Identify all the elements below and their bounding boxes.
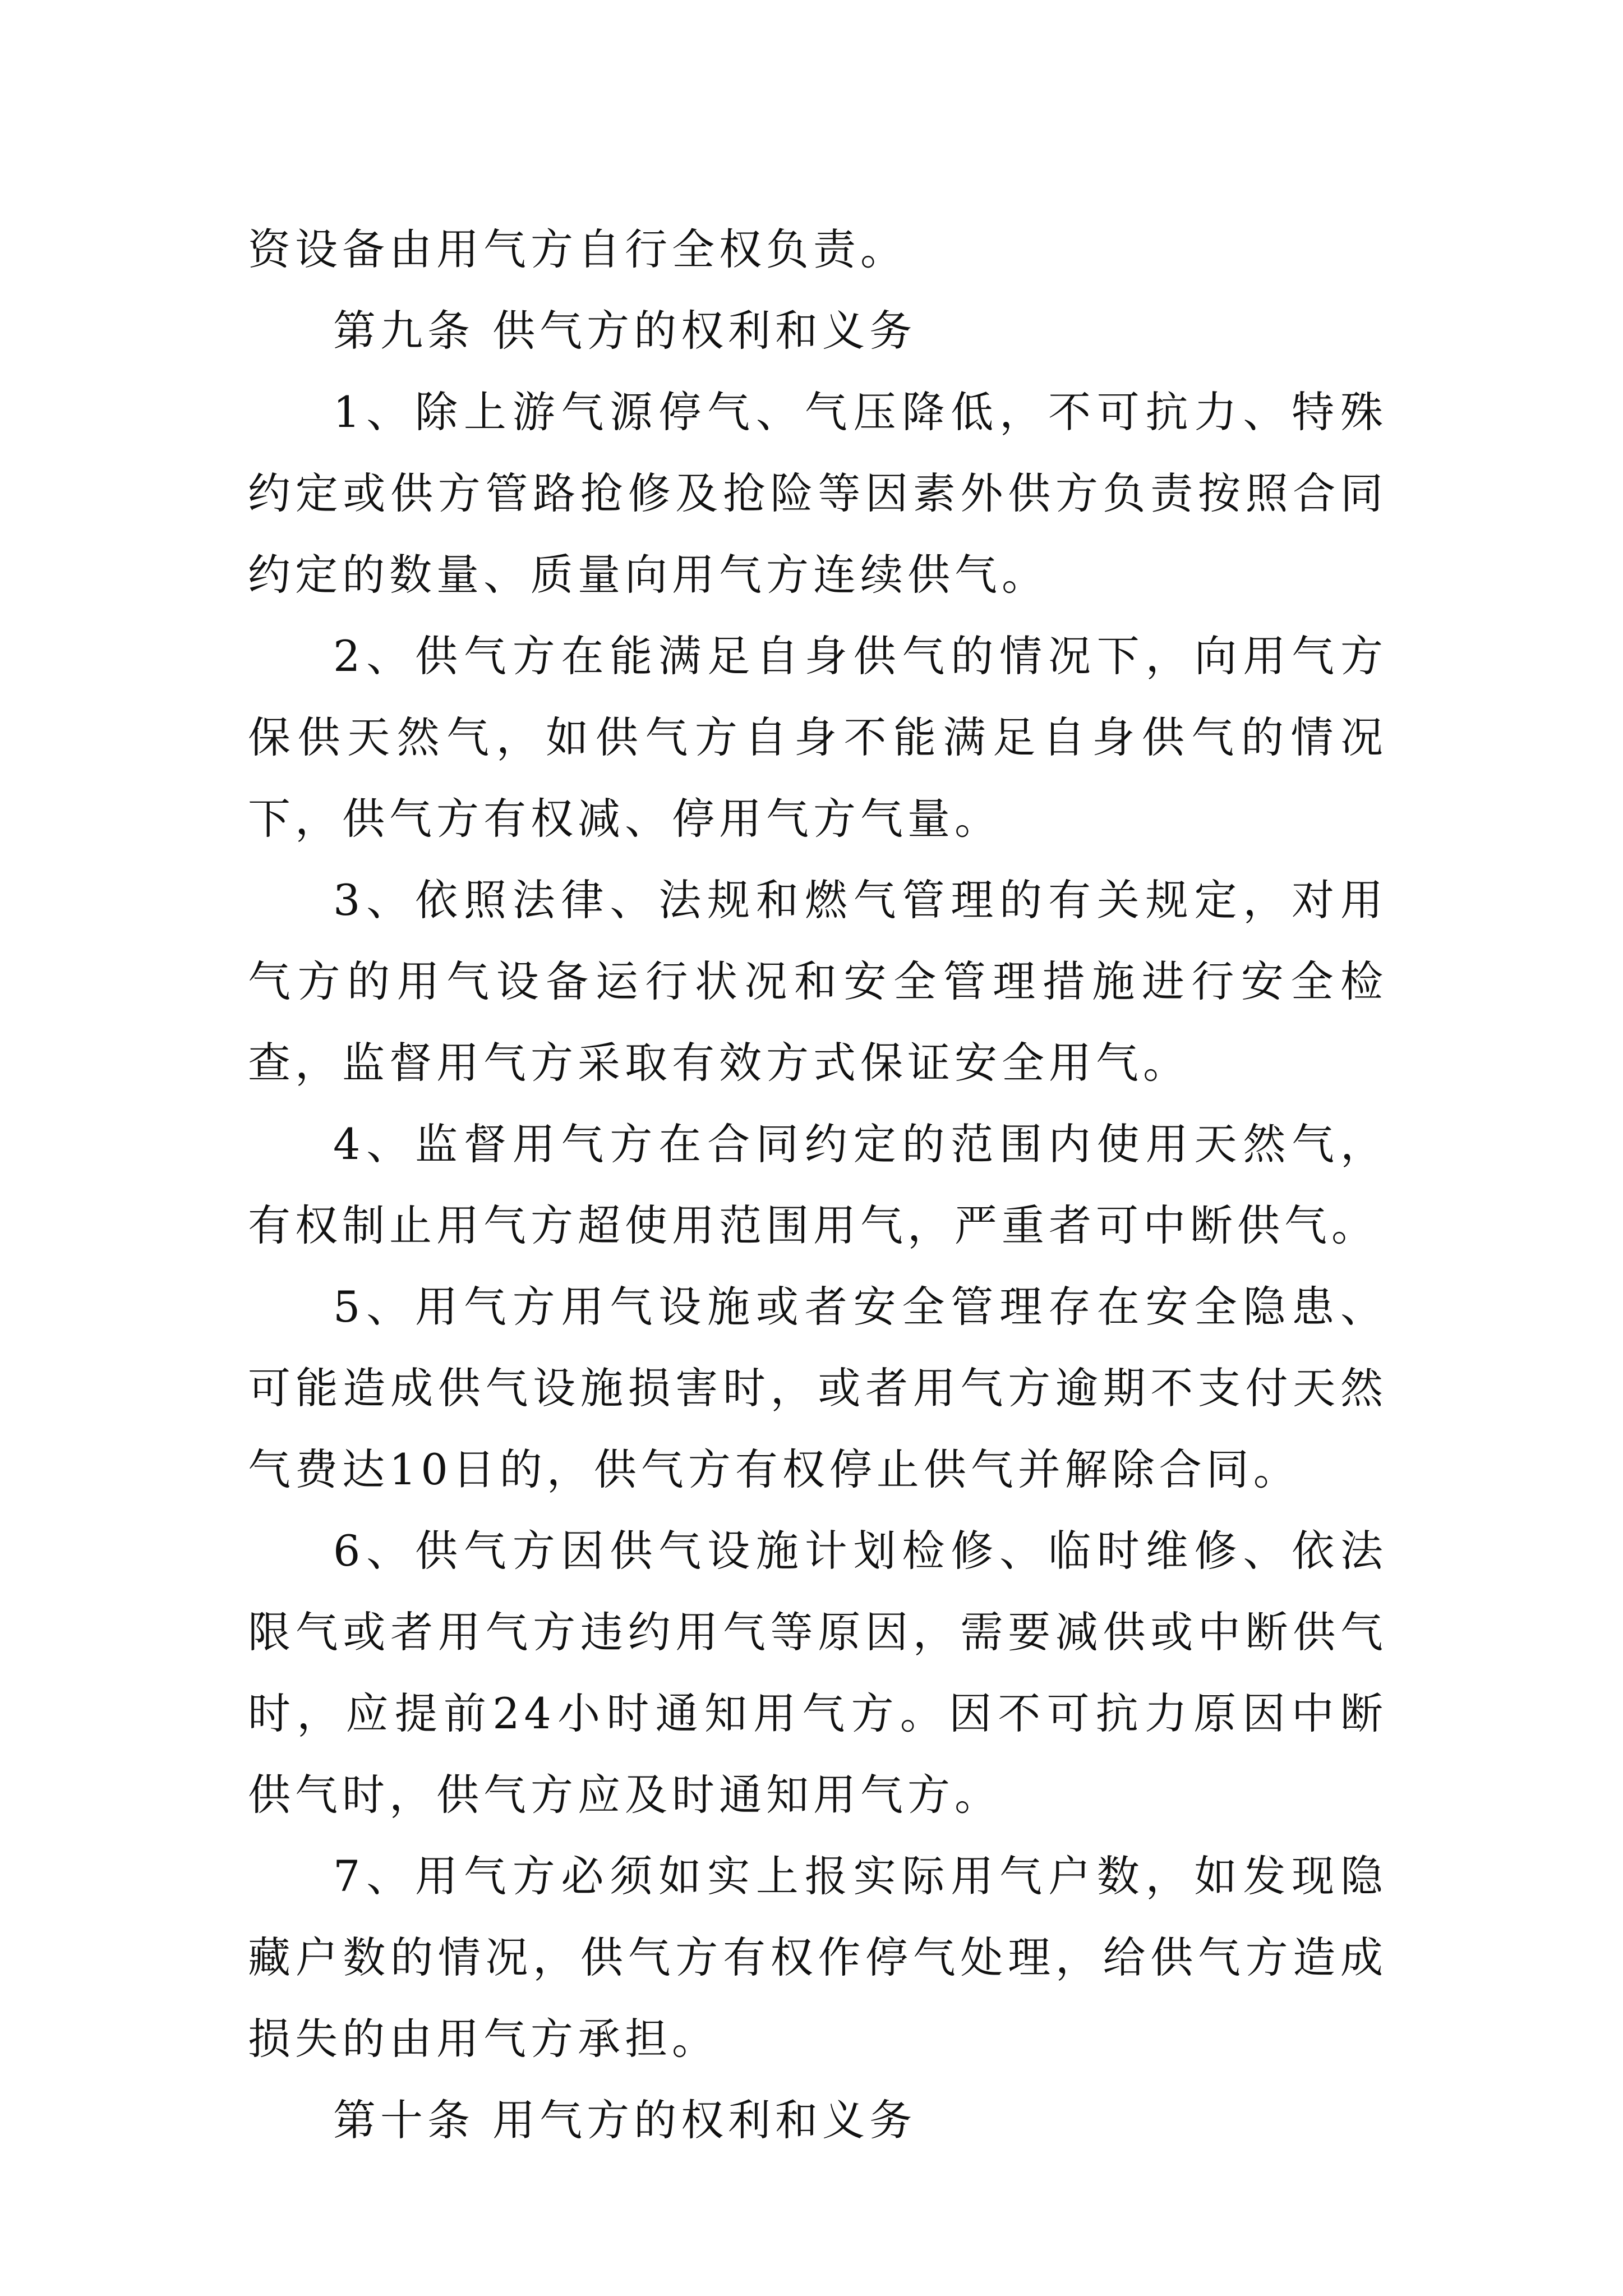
article-9-clause-6: 6、供气方因供气设施计划检修、临时维修、依法限气或者用气方违约用气等原因，需要减供或中断供气时，应提前24小时通知用气方。因不可抗力原因中断供气时，供气方应及时通知用气方。 xyxy=(248,1526,1387,1820)
article-9-clause-5: 5、用气方用气设施或者安全管理存在安全隐患、可能造成供气设施损害时，或者用气方逾期不支付天然气费达10日的，供气方有权停止供气并解除合同。 xyxy=(248,1282,1387,1494)
article-9-heading: 第九条 供气方的权利和义务 xyxy=(333,306,917,356)
article-9-clause-2: 2、供气方在能满足自身供气的情况下，向用气方保供天然气，如供气方自身不能满足自身供气的情况下，供气方有权减、停用气方气量。 xyxy=(248,631,1387,844)
article-9-clause-7: 7、用气方必须如实上报实际用气户数，如发现隐藏户数的情况，供气方有权作停气处理，给供气方造成损失的由用气方承担。 xyxy=(248,1851,1387,2064)
article-9-clause-1: 1、除上游气源停气、气压降低，不可抗力、特殊约定或供方管路抢修及抢险等因素外供方负责按照合同约定的数量、质量向用气方连续供气。 xyxy=(248,387,1387,600)
contract-text-body xyxy=(248,209,1387,2161)
article-10-heading: 第十条 用气方的权利和义务 xyxy=(333,2095,917,2145)
article-9-clause-3: 3、依照法律、法规和燃气管理的有关规定，对用气方的用气设备运行状况和安全管理措施进行安全检查，监督用气方采取有效方式保证安全用气。 xyxy=(248,875,1387,1088)
paragraph-continuation: 资设备由用气方自行全权负责。 xyxy=(248,224,907,274)
article-9-clause-4: 4、监督用气方在合同约定的范围内使用天然气，有权制止用气方超使用范围用气，严重者可中断供气。 xyxy=(248,1119,1387,1250)
